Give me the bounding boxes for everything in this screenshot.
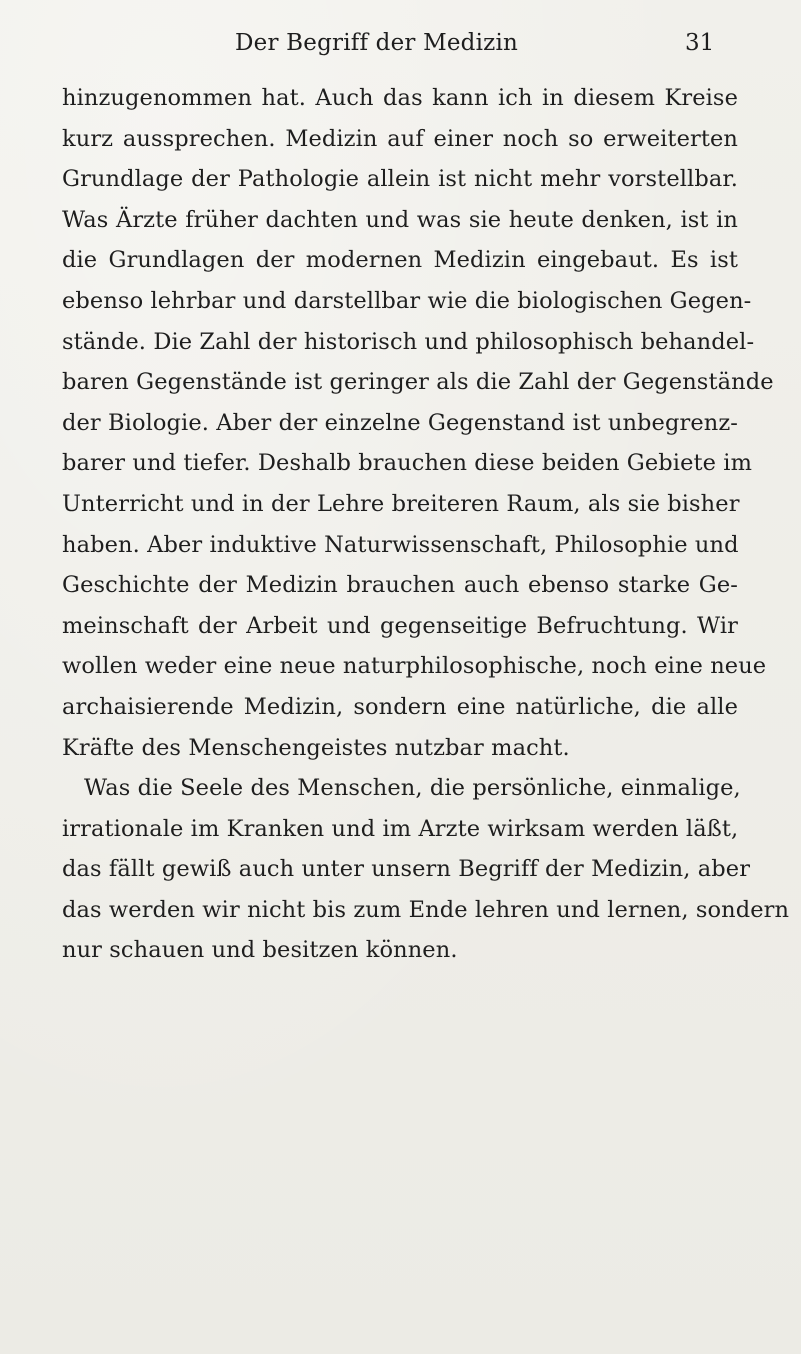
text-line: meinschaft der Arbeit und gegenseitige Befruchtung. Wir (62, 612, 738, 639)
text-line: Was Ärzte früher dachten und was sie heute denken, ist in (62, 206, 738, 233)
text-line: Geschichte der Medizin brauchen auch ebenso starke Ge- (62, 572, 738, 599)
text-line: hinzugenommen hat. Auch das kann ich in diesem Kreise (62, 85, 738, 111)
running-title: Der Begriff der Medizin (235, 30, 519, 56)
running-header (0, 30, 801, 64)
text-line: das fällt gewiß auch unter unsern Begriff der Medizin, aber (62, 856, 751, 883)
paragraph-end-line: Kräfte des Menschengeistes nutzbar macht. (62, 734, 570, 761)
text-line: Grundlage der Pathologie allein ist nicht mehr vorstellbar. (62, 166, 738, 193)
text-line: die Grundlagen der modernen Medizin eingebaut. Es ist (62, 247, 738, 274)
text-line: stände. Die Zahl der historisch und philosophisch behandel- (62, 328, 755, 355)
text-line: ebenso lehrbar und darstellbar wie die biologischen Gegen- (62, 287, 752, 314)
paragraph-start-line: Was die Seele des Menschen, die persönliche, einmalige, (84, 775, 741, 802)
text-line: irrationale im Kranken und im Arzte wirksam werden läßt, (62, 815, 739, 842)
paragraph-end-line: nur schauen und besitzen können. (62, 937, 458, 964)
text-line: das werden wir nicht bis zum Ende lehren und lernen, sondern (62, 896, 790, 923)
text-line: Unterricht und in der Lehre breiteren Raum, als sie bisher (62, 490, 740, 517)
text-line: barer und tiefer. Deshalb brauchen diese beiden Gebiete im (62, 450, 753, 477)
body-text (62, 78, 790, 971)
page-number: 31 (685, 30, 715, 56)
text-line: haben. Aber induktive Naturwissenschaft, Philosophie und (62, 531, 739, 558)
text-line: baren Gegenstände ist geringer als die Zahl der Gegenstände (62, 369, 774, 396)
text-line: wollen weder eine neue naturphilosophische, noch eine neue (62, 653, 767, 680)
text-line: kurz aussprechen. Medizin auf einer noch so erweiterten (62, 125, 738, 152)
text-line: archaisierende Medizin, sondern eine natürliche, die alle (62, 693, 738, 720)
text-line: der Biologie. Aber der einzelne Gegenstand ist unbegrenz- (62, 409, 738, 436)
